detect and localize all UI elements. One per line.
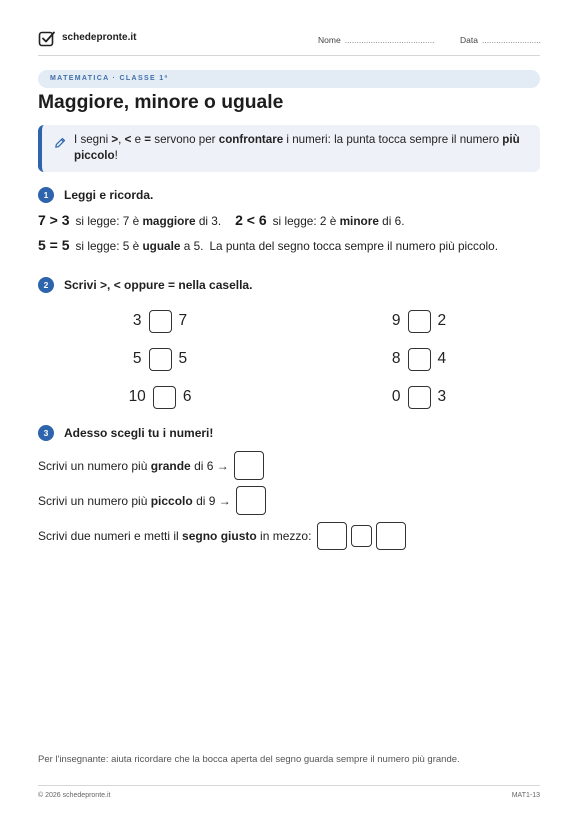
task-text-part: Scrivi un numero più: [38, 493, 151, 508]
first-number-box[interactable]: [317, 522, 347, 550]
sign-box[interactable]: [351, 525, 372, 547]
comparison-pair: [38, 385, 282, 409]
task-text: [38, 459, 229, 473]
left-number: 9: [391, 312, 401, 329]
answer-box[interactable]: [408, 310, 431, 333]
answer-box[interactable]: [234, 451, 264, 480]
example-expression: 7 > 3: [38, 212, 70, 228]
answer-box[interactable]: [408, 348, 431, 371]
right-number: 2: [437, 312, 447, 329]
info-keyword: più piccolo: [74, 133, 520, 162]
example-reading: di 6.: [378, 214, 405, 228]
section-number-badge: 1: [38, 187, 54, 203]
info-keyword: confrontare: [218, 133, 284, 146]
info-text: [74, 132, 529, 163]
task-text-part: di 9 →: [192, 493, 231, 508]
left-number: 0: [391, 388, 401, 405]
example-reading: si legge: 2 è: [272, 214, 340, 228]
subject-badge: [38, 70, 540, 88]
task-text-part: Scrivi due numeri e metti il: [38, 529, 183, 543]
section-title: Leggi e ricorda.: [64, 188, 154, 202]
example-keyword: uguale: [142, 239, 181, 253]
equals-sign: =: [144, 133, 152, 146]
info-text-part: !: [114, 148, 118, 162]
task-row: [38, 522, 406, 550]
less-than-sign: <: [124, 133, 132, 146]
teacher-note: Per l'insegnante: aiuta ricordare che la bocca aperta del segno guarda sempre il numero più grande.: [38, 754, 460, 765]
rule-note: La punta del segno tocca sempre il numero più piccolo.: [209, 239, 498, 253]
example-keyword: maggiore: [142, 214, 196, 228]
comparison-pair: [38, 309, 282, 333]
info-box: [38, 125, 540, 172]
info-text-part: i numeri: la punta tocca sempre il numero: [283, 133, 503, 146]
task-row: [38, 451, 264, 480]
right-number: 6: [182, 388, 192, 405]
right-number: 4: [437, 350, 447, 367]
left-number: 3: [132, 312, 142, 329]
check-square-icon: [38, 30, 56, 48]
info-text-part: ,: [118, 133, 125, 146]
section-1-header: [38, 187, 153, 203]
example-reading: si legge: 5 è: [75, 239, 143, 253]
answer-box[interactable]: [153, 386, 176, 409]
example-row: [38, 211, 404, 229]
section-number-badge: 3: [38, 425, 54, 441]
footer-divider: [38, 785, 540, 786]
section-number-badge: 2: [38, 277, 54, 293]
answer-box[interactable]: [408, 386, 431, 409]
task-keyword: segno giusto: [182, 529, 257, 543]
right-number: 5: [178, 350, 188, 367]
left-number: 8: [391, 350, 401, 367]
example-reading: di 3.: [195, 214, 222, 228]
name-field[interactable]: [318, 35, 434, 45]
section-3-header: [38, 425, 213, 441]
info-text-part: servono per: [151, 133, 219, 146]
answer-box[interactable]: [236, 486, 266, 515]
example-reading: a 5.: [180, 239, 204, 253]
answer-box[interactable]: [149, 310, 172, 333]
section-title: Scrivi >, < oppure = nella casella.: [64, 278, 253, 292]
task-text-part: in mezzo:: [256, 529, 312, 543]
date-line[interactable]: .........................: [481, 35, 542, 45]
left-number: 10: [128, 388, 146, 405]
date-field[interactable]: [460, 35, 541, 45]
task-keyword: grande: [150, 458, 191, 473]
info-text-part: I segni: [74, 133, 112, 146]
comparison-grid: [38, 309, 541, 409]
example-reading: si legge: 7 è: [75, 214, 143, 228]
worksheet-code: MAT1-13: [511, 792, 540, 799]
date-label: Data: [460, 35, 478, 45]
header-divider: [38, 55, 540, 56]
comparison-pair: [297, 347, 541, 371]
name-line[interactable]: ......................................: [344, 35, 435, 45]
left-number: 5: [132, 350, 142, 367]
comparison-pair: [38, 347, 282, 371]
task-text: [38, 494, 231, 508]
section-2-header: [38, 277, 252, 293]
right-number: 3: [437, 388, 447, 405]
second-number-box[interactable]: [376, 522, 406, 550]
right-number: 7: [178, 312, 188, 329]
comparison-pair: [297, 309, 541, 333]
task-text-part: Scrivi un numero più: [38, 458, 151, 473]
section-title: Adesso scegli tu i numeri!: [64, 426, 214, 440]
info-text-part: e: [131, 133, 145, 146]
example-keyword: minore: [339, 214, 379, 228]
example-expression: 5 = 5: [38, 237, 70, 253]
task-text: [38, 529, 311, 543]
pencil-icon: [54, 136, 66, 148]
subject-badge-label: MATEMATICA · CLASSE 1ª: [50, 75, 169, 82]
task-row: [38, 486, 266, 515]
answer-box[interactable]: [149, 348, 172, 371]
name-label: Nome: [318, 35, 341, 45]
example-expression: 2 < 6: [235, 212, 267, 228]
page-title: Maggiore, minore o uguale: [38, 92, 284, 113]
task-keyword: piccolo: [150, 493, 193, 508]
brand-name: schedepronte.it: [62, 32, 137, 43]
comparison-pair: [297, 385, 541, 409]
copyright: © 2026 schedepronte.it: [38, 792, 111, 799]
task-text-part: di 6 →: [190, 458, 229, 473]
greater-than-sign: >: [111, 133, 119, 146]
example-row: [38, 236, 498, 254]
